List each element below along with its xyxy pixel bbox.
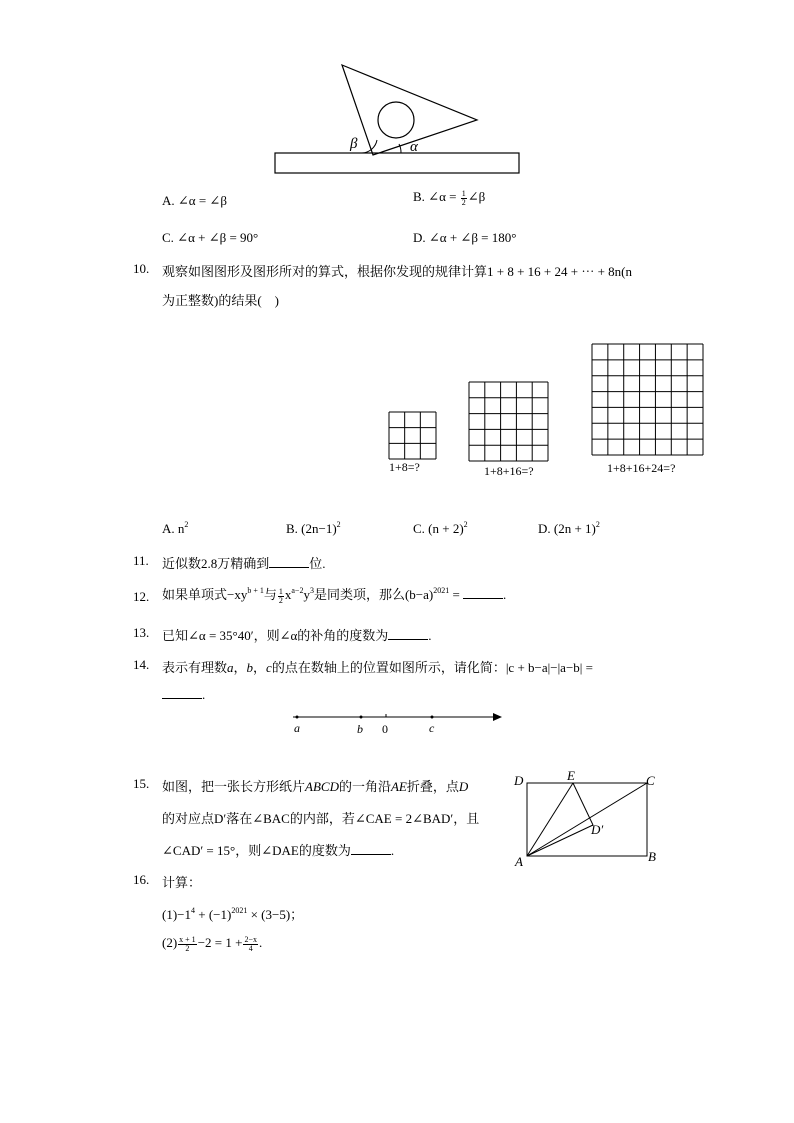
point-c xyxy=(431,716,434,719)
q12-answer-blank[interactable] xyxy=(463,586,503,599)
q10-line2: 为正整数)的结果( ) xyxy=(162,293,279,308)
q10-number: 10. xyxy=(133,261,150,276)
vertex-c: C xyxy=(646,773,655,788)
q16-title: 计算： xyxy=(162,875,202,890)
q15-line1: 如图，把一张长方形纸片ABCD的一角沿AE折叠，点D xyxy=(162,779,469,794)
vertex-b: B xyxy=(648,849,656,864)
label-b: b xyxy=(357,722,363,736)
vertex-d: D xyxy=(514,773,524,788)
triangle-hole xyxy=(378,102,414,138)
q14-answer: . xyxy=(162,686,205,703)
q14-answer-blank[interactable] xyxy=(162,686,202,699)
q9-option-c[interactable]: C. ∠α + ∠β = 90° xyxy=(162,230,259,245)
q15-line2: 的对应点D′落在∠BAC的内部，若∠CAE = 2∠BAD′，且 xyxy=(162,811,480,826)
grid-5x5 xyxy=(469,382,548,461)
q9-option-b-fraction: $\frac{1}{2}$ xyxy=(461,188,466,207)
vertex-d-prime: D′ xyxy=(591,822,604,837)
vertex-e: E xyxy=(567,768,575,783)
q14-number: 14. xyxy=(133,657,150,672)
straightedge xyxy=(275,153,519,173)
q15-line3: ∠CAD′ = 15°，则∠DAE的度数为 . xyxy=(162,843,395,858)
q13-answer-blank[interactable] xyxy=(388,627,428,640)
q10-line1: 观察如图图形及图形所对的算式，根据你发现的规律计算1 + 8 + 16 + 24 + ⋯ + 8n(n xyxy=(162,264,632,279)
q13-number: 13. xyxy=(133,625,150,640)
q9-option-b-post: ∠β xyxy=(467,189,486,204)
segment-ed-prime xyxy=(573,783,593,825)
grid-3x3 xyxy=(389,412,436,459)
q9-figure xyxy=(270,60,524,180)
grid-label-1: 1+8=? xyxy=(389,460,420,474)
q12-number: 12. xyxy=(133,589,150,604)
q10-grids xyxy=(380,340,710,485)
q10-option-b[interactable]: B. $(2n-1)^2$ xyxy=(286,520,341,536)
q16-part2: (2) $\frac{x + 1}{2}$ −2 = 1 + $\frac{2-x}{4}$ . xyxy=(162,934,263,953)
q15-answer-blank[interactable] xyxy=(351,842,391,855)
point-a xyxy=(296,716,299,719)
diagonal-ac xyxy=(527,783,647,856)
vertex-a: A xyxy=(515,854,523,869)
label-c: c xyxy=(429,721,435,735)
alpha-label: α xyxy=(410,139,418,155)
q13-text: 已知∠α = 35°40′，则∠α的补角的度数为 . xyxy=(162,628,432,643)
label-zero: 0 xyxy=(382,722,388,736)
grid-label-3: 1+8+16+24=? xyxy=(607,461,676,475)
q9-option-d[interactable]: D. ∠α + ∠β = 180° xyxy=(413,230,517,245)
q14-number-line xyxy=(285,708,510,740)
grid-7x7 xyxy=(592,344,703,455)
q9-option-b-pre: B. ∠α = xyxy=(413,189,457,204)
q15-number: 15. xyxy=(133,776,150,791)
beta-label: β xyxy=(350,136,358,152)
q11-text: 近似数2.8万精确到 位. xyxy=(162,556,326,571)
q14-text: 表示有理数a，b，c的点在数轴上的位置如图所示，请化简：|c + b−a|−|a−b| = xyxy=(162,660,593,675)
point-b xyxy=(360,716,363,719)
q10-option-c[interactable]: C. $(n + 2)^2$ xyxy=(413,520,468,536)
q10-option-d[interactable]: D. $(2n + 1)^2$ xyxy=(538,520,600,536)
q11-number: 11. xyxy=(133,553,149,568)
q10-option-a[interactable]: A. $n^2$ xyxy=(162,520,189,536)
q15-figure xyxy=(508,768,668,873)
grid-label-2: 1+8+16=? xyxy=(484,464,534,478)
label-a: a xyxy=(294,721,300,735)
q16-number: 16. xyxy=(133,872,150,887)
q11-answer-blank[interactable] xyxy=(269,555,309,568)
q9-option-a[interactable]: A. ∠α = ∠β xyxy=(162,193,227,208)
q9-option-b[interactable] xyxy=(413,189,485,207)
q16-part1: $(1)-1^4 + (-1)^{2021} \times (3-5)$； xyxy=(162,906,304,922)
q12-text: 如果单项式$-xy^{b + 1}$与 $\frac{1}{2}$ $x^{a-2}y^3$是同类项，那么$(b-a)^{2021}$ = . xyxy=(162,586,507,605)
